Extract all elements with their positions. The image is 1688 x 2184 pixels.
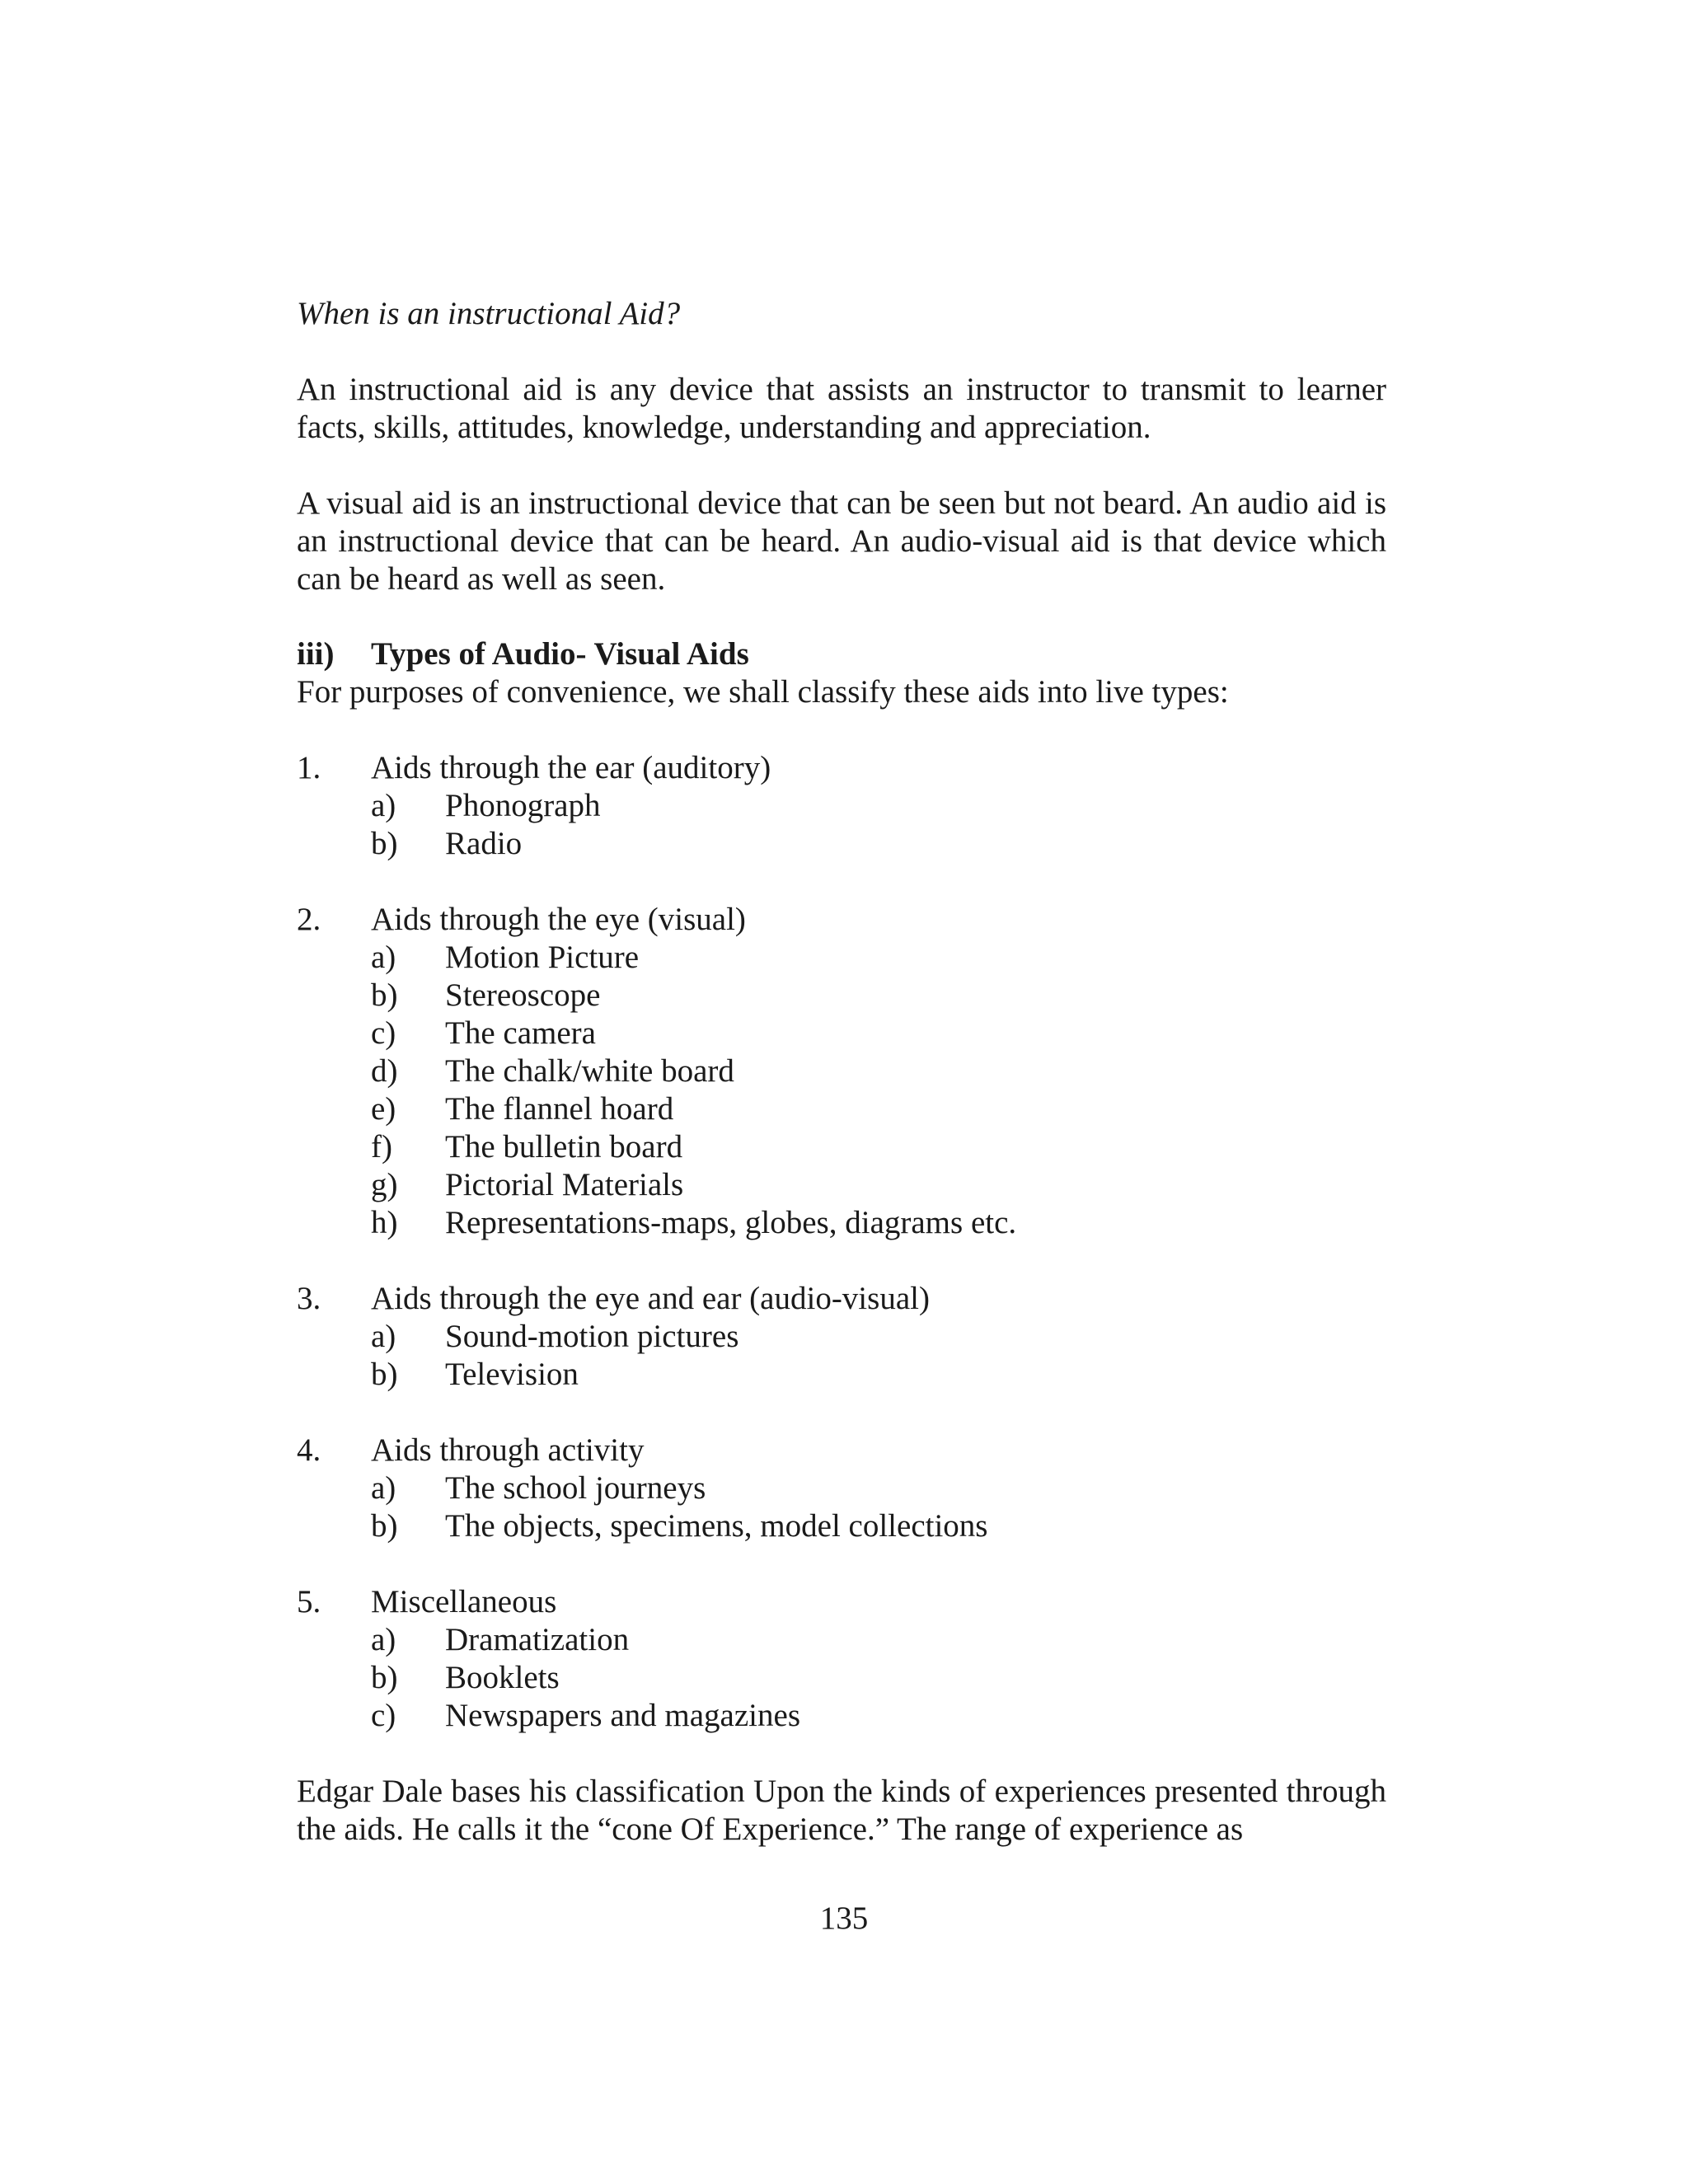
item-text: The camera bbox=[445, 1015, 596, 1051]
item-letter: a) bbox=[371, 1622, 396, 1657]
section-intro: For purposes of convenience, we shall classify these aids into live types: bbox=[297, 674, 1229, 710]
item-letter: f) bbox=[371, 1129, 392, 1165]
item-letter: g) bbox=[371, 1167, 398, 1202]
item-letter: b) bbox=[371, 1508, 398, 1544]
list-item bbox=[371, 1621, 629, 1659]
list-item bbox=[371, 1356, 579, 1394]
list-item bbox=[371, 1166, 683, 1204]
item-letter: b) bbox=[371, 977, 398, 1013]
item-text: The flannel hoard bbox=[445, 1091, 674, 1127]
list-item bbox=[371, 1659, 560, 1697]
section-heading bbox=[297, 635, 1386, 673]
list-item bbox=[371, 787, 601, 825]
item-text: The chalk/white board bbox=[445, 1053, 734, 1089]
section-number: iii) bbox=[297, 636, 335, 672]
item-letter: a) bbox=[371, 788, 396, 823]
item-letter: c) bbox=[371, 1698, 396, 1733]
item-letter: h) bbox=[371, 1205, 398, 1240]
item-text: Phonograph bbox=[445, 788, 601, 823]
category-number: 4. bbox=[297, 1432, 321, 1468]
question-heading: When is an instructional Aid? bbox=[297, 296, 681, 331]
item-text: Television bbox=[445, 1357, 579, 1392]
item-letter: b) bbox=[371, 826, 398, 861]
item-letter: a) bbox=[371, 940, 396, 975]
item-text: Stereoscope bbox=[445, 977, 601, 1013]
list-item bbox=[371, 1318, 738, 1356]
item-text: The bulletin board bbox=[445, 1129, 683, 1165]
category-number: 3. bbox=[297, 1281, 321, 1316]
category-number: 2. bbox=[297, 902, 321, 937]
list-item bbox=[371, 977, 600, 1015]
item-text: Dramatization bbox=[445, 1622, 630, 1657]
item-letter: b) bbox=[371, 1660, 398, 1695]
item-text: The objects, specimens, model collections bbox=[445, 1508, 988, 1544]
item-letter: d) bbox=[371, 1053, 398, 1089]
item-text: Representations-maps, globes, diagrams etc. bbox=[445, 1205, 1017, 1240]
item-text: Booklets bbox=[445, 1660, 560, 1695]
list-item bbox=[371, 1090, 673, 1128]
item-text: Pictorial Materials bbox=[445, 1167, 684, 1202]
item-letter: a) bbox=[371, 1319, 396, 1354]
list-item bbox=[371, 1204, 1016, 1242]
item-text: Motion Picture bbox=[445, 940, 640, 975]
list-item bbox=[371, 1697, 800, 1735]
item-text: Newspapers and magazines bbox=[445, 1698, 800, 1733]
category-title: Aids through the eye and ear (audio-visual) bbox=[371, 1281, 930, 1316]
list-item bbox=[371, 939, 639, 977]
item-letter: c) bbox=[371, 1015, 396, 1051]
category-number: 1. bbox=[297, 750, 321, 785]
paragraph-edgar-dale: Edgar Dale bases his classification Upon the kinds of experiences presented through the aids. He calls it the “cone Of Experience.” The range of experience as bbox=[297, 1774, 1386, 1847]
item-letter: b) bbox=[371, 1357, 398, 1392]
paragraph-visual-audio: A visual aid is an instructional device that can be seen but not beard. An audio aid is an instructional device that can be heard. An audio-visual aid is that device which can be heard as well as seen. bbox=[297, 485, 1386, 597]
item-letter: e) bbox=[371, 1091, 396, 1127]
list-item bbox=[371, 1015, 596, 1052]
item-text: The school journeys bbox=[445, 1470, 706, 1506]
list-item bbox=[371, 1052, 734, 1090]
list-item bbox=[371, 825, 522, 863]
category-number: 5. bbox=[297, 1584, 321, 1619]
page-number: 135 bbox=[819, 1900, 869, 1936]
category-title: Aids through the eye (visual) bbox=[371, 902, 746, 937]
item-text: Sound-motion pictures bbox=[445, 1319, 739, 1354]
list-item bbox=[371, 1128, 682, 1166]
list-item bbox=[371, 1469, 706, 1507]
section-title: Types of Audio- Visual Aids bbox=[371, 636, 749, 672]
category-title: Aids through the ear (auditory) bbox=[371, 750, 771, 785]
list-item bbox=[371, 1507, 988, 1545]
category-title: Aids through activity bbox=[371, 1432, 645, 1468]
category-title: Miscellaneous bbox=[371, 1584, 557, 1619]
item-letter: a) bbox=[371, 1470, 396, 1506]
paragraph-definition: An instructional aid is any device that assists an instructor to transmit to learner facts, skills, attitudes, knowledge, understanding and appreciation. bbox=[297, 372, 1386, 445]
item-text: Radio bbox=[445, 826, 523, 861]
